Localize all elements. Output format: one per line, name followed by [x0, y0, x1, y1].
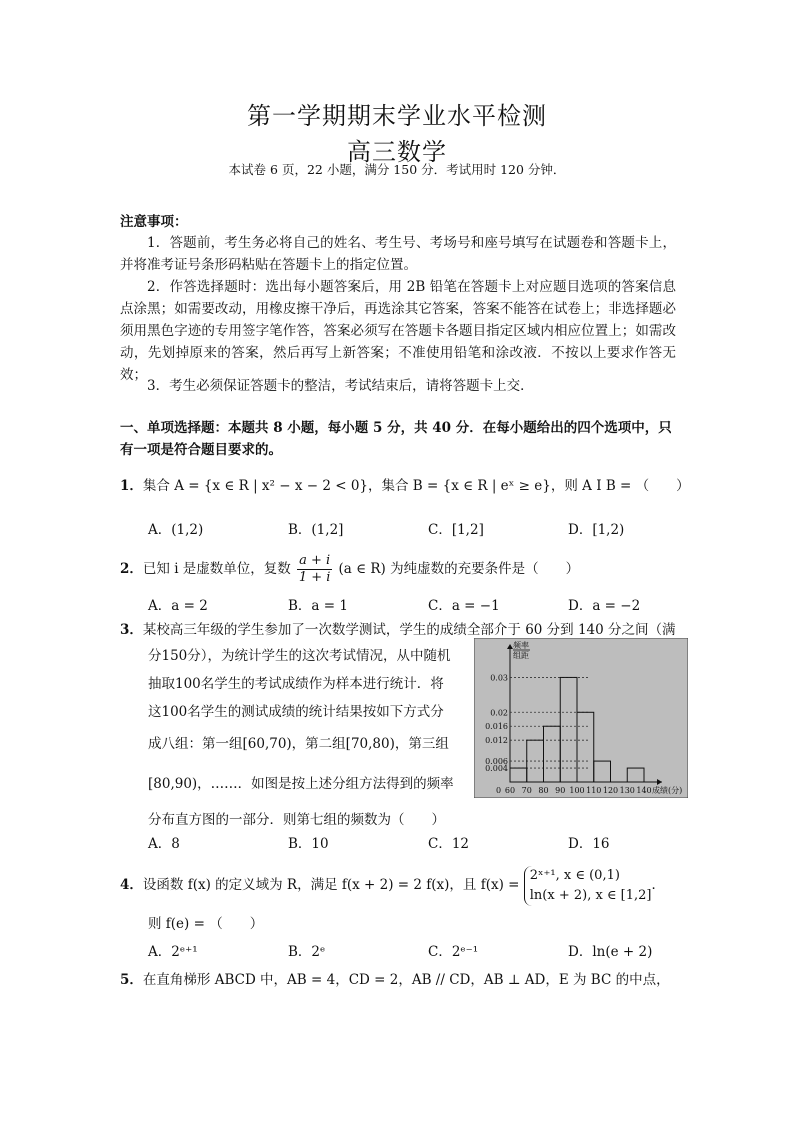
origin-label: 0 — [496, 786, 502, 795]
q3-option-b: B．10 — [288, 836, 329, 852]
piece-2: ln(x + 2), x ∈ [1,2] — [529, 887, 652, 903]
y-tick-label: 0.02 — [490, 708, 508, 718]
x-tick-label: 90 — [555, 786, 566, 795]
x-tick-label: 60 — [504, 786, 516, 795]
fraction-denominator: 1 + i — [298, 570, 331, 585]
question-2 — [120, 552, 579, 586]
question-number: 2． — [120, 561, 143, 577]
q1-option-a: A．(1,2) — [148, 522, 204, 538]
question-stem-after: (a ∈ R) 为纯虚数的充要条件是（ ） — [338, 561, 580, 577]
x-tick-label: 100 — [569, 786, 585, 795]
y-tick-label: 0.016 — [485, 722, 508, 732]
section-1-heading-line-2: 有一项是符合题目要求的。 — [120, 442, 282, 458]
question-number: 3． — [120, 622, 143, 638]
question-1 — [120, 476, 690, 496]
question-4-line-2: 则 f(e) = （ ） — [148, 916, 264, 932]
y-tick-label: 0.006 — [485, 757, 508, 767]
q4-option-b: B．2ᵉ — [288, 944, 326, 960]
question-stem: 某校高三年级的学生参加了一次数学测试，学生的成绩全部介于 60 分到 140 分之间（满 — [142, 622, 676, 638]
question-3-line-1 — [120, 620, 676, 640]
x-tick-label: 110 — [586, 786, 602, 795]
y-axis-label-bottom: 组距 — [513, 651, 529, 660]
exam-info: 本试卷 6 页，22 小题，满分 150 分．考试用时 120 分钟． — [228, 162, 566, 177]
exam-subject: 高三数学 — [347, 138, 447, 166]
q1-option-c: C．[1,2] — [428, 522, 484, 538]
exam-title: 第一学期期末学业水平检测 — [247, 102, 547, 130]
y-tick-label: 0.03 — [490, 673, 508, 683]
q2-option-a: A．a = 2 — [148, 598, 208, 614]
question-stem: 集合 A = {x ∈ R | x² − x − 2 < 0}，集合 B = {x ∈ R | eˣ ≥ e}，则 A I B = （ ） — [142, 478, 690, 494]
notice-heading: 注意事项： — [120, 214, 188, 230]
question-number: 5． — [120, 972, 143, 988]
q3-option-d: D．16 — [568, 836, 610, 852]
x-tick-label: 80 — [538, 786, 549, 795]
q4-option-a: A．2ᵉ⁺¹ — [148, 944, 198, 960]
x-tick-label: 130 — [619, 786, 635, 795]
notice-item-2: 2．作答选择题时：选出每小题答案后，用 2B 铅笔在答题卡上对应题目选项的答案信息点涂黑；如需要改动，用橡皮擦干净后，再选涂其它答案，答案不能答在试卷上；非选择题必须用黑色字迹的专用签字笔作答，答案必须写在答题卡各题目指定区域内相应位置上；如需改动，先划掉原来的答案，然后再写上新答案；不准使用铅笔和涂改液．不按以上要求作答无效； — [120, 279, 676, 383]
notice-item-3: 3．考生必须保证答题卡的整洁，考试结束后，请将答题卡上交． — [147, 378, 534, 394]
piece-1: 2ˣ⁺¹, x ∈ (0,1) — [529, 867, 620, 883]
complex-fraction — [297, 553, 332, 586]
q2-option-c: C．a = −1 — [428, 598, 500, 614]
piecewise-function — [524, 866, 652, 906]
question-3-line-3: 抽取100名学生的考试成绩作为样本进行统计．将 — [148, 676, 444, 692]
chart-background — [474, 638, 688, 798]
question-stem-before: 设函数 f(x) 的定义域为 R，满足 f(x + 2) = 2 f(x)，且 f(x) = — [142, 877, 520, 893]
q2-option-b: B．a = 1 — [288, 598, 348, 614]
q3-option-a: A．8 — [148, 836, 180, 852]
q4-option-d: D．ln(e + 2) — [568, 944, 653, 960]
notice-item-1: 1．答题前，考生务必将自己的姓名、考生号、考场号和座号填写在试题卷和答题卡上，并将准考证号条形码粘贴在答题卡上的指定位置。 — [120, 235, 676, 273]
question-3-line-7: 分布直方图的一部分．则第七组的频数为（ ） — [148, 812, 445, 828]
question-number: 4． — [120, 877, 143, 893]
question-3-line-4: 这100名学生的测试成绩的统计结果按如下方式分 — [148, 704, 444, 720]
question-stem-before: 已知 i 是虚数单位，复数 — [142, 561, 291, 577]
y-tick-label: 0.004 — [485, 764, 508, 774]
q4-option-c: C．2ᵉ⁻¹ — [428, 944, 479, 960]
q3-option-c: C．12 — [428, 836, 470, 852]
y-tick-label: 0.012 — [485, 736, 508, 746]
question-5 — [120, 970, 670, 990]
x-tick-label: 140 — [636, 786, 652, 795]
question-stem-end: ． — [651, 877, 666, 893]
x-axis-label: 成绩(分) — [652, 786, 683, 795]
frequency-histogram — [474, 638, 688, 798]
question-3-line-6: [80,90)，……．如图是按上述分组方法得到的频率 — [148, 776, 454, 792]
x-tick-label: 70 — [521, 786, 532, 795]
x-tick-label: 120 — [602, 786, 619, 795]
fraction-numerator: a + i — [299, 553, 331, 568]
q1-option-d: D．[1,2) — [568, 522, 625, 538]
question-number: 1． — [120, 478, 143, 494]
question-stem: 在直角梯形 ABCD 中，AB = 4，CD = 2，AB // CD，AB ⊥ AD，E 为 BC 的中点， — [142, 972, 670, 988]
question-4-line-1 — [120, 862, 665, 908]
section-1-heading-line-1: 一、单项选择题：本题共 8 小题，每小题 5 分，共 40 分．在每小题给出的四个选项中，只 — [120, 420, 672, 436]
q2-option-d: D．a = −2 — [568, 598, 641, 614]
y-axis-label-top: 频率 — [513, 641, 529, 650]
question-3-line-5: 成八组：第一组[60,70)，第二组[70,80)，第三组 — [148, 736, 449, 752]
question-3-line-2: 分150分），为统计学生的这次考试情况，从中随机 — [148, 648, 451, 664]
q1-option-b: B．(1,2] — [288, 522, 344, 538]
